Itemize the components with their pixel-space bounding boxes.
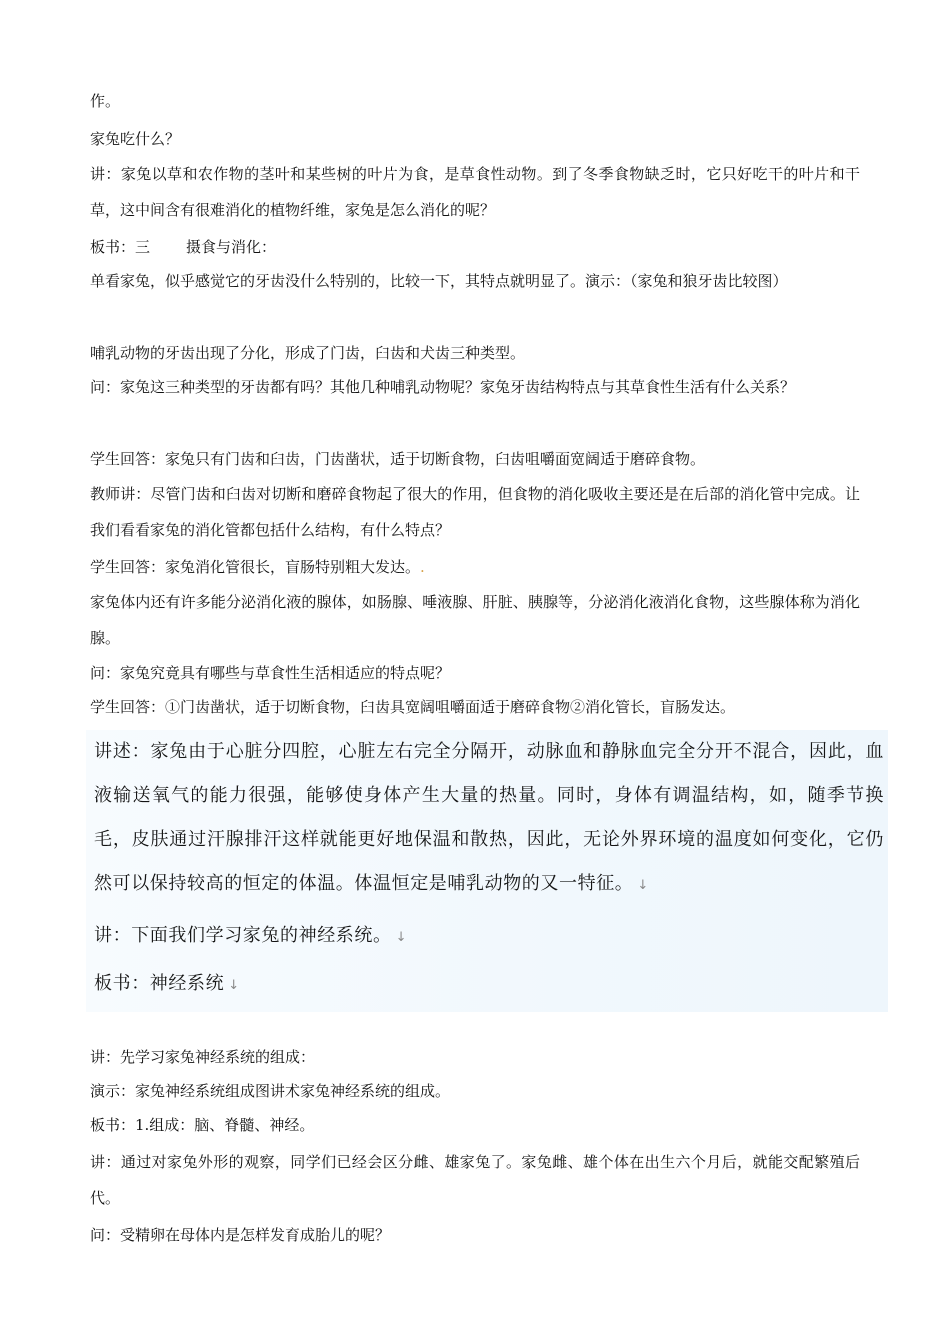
paragraph: 演示：家兔神经系统组成图讲术家兔神经系统的组成。 [90,1082,451,1100]
embedded-paragraph: 讲：下面我们学习家兔的神经系统。 ↓ [94,925,408,946]
board-heading: 板书：三 摄食与消化： [90,238,277,256]
paragraph: 问：家兔究竟具有哪些与草食性生活相适应的特点呢？ [90,664,451,682]
paragraph: 哺乳动物的牙齿出现了分化，形成了门齿，臼齿和犬齿三种类型。 [90,344,526,362]
paragraph: 讲：家兔以草和农作物的茎叶和某些树的叶片为食，是草食性动物。到了冬季食物缺乏时，它只好吃干的叶片和干草，这中间含有很难消化的植物纤维，家兔是怎么消化的呢？ [90,165,860,219]
paragraph: 家兔体内还有许多能分泌消化液的腺体，如肠腺、唾液腺、肝脏、胰腺等，分泌消化液消化食物，这些腺体称为消化腺。 [90,593,860,647]
paragraph: 学生回答：①门齿凿状，适于切断食物，臼齿具宽阔咀嚼面适于磨碎食物②消化管长，盲肠发达。 [90,698,736,716]
embedded-paragraph: 板书：神经系统 ↓ [94,973,240,994]
paragraph: 讲：先学习家兔神经系统的组成： [90,1048,316,1066]
paragraph-mark-icon: ↓ [395,930,408,945]
paragraph-mark-icon: ↓ [637,878,649,893]
paragraph: 问：受精卵在母体内是怎样发育成胎儿的呢？ [90,1226,391,1244]
mark-dot-icon: . [420,558,425,576]
paragraph: 板书：1.组成：脑、脊髓、神经。 [90,1116,315,1134]
paragraph: 讲：通过对家兔外形的观察，同学们已经会区分雌、雄家兔了。家兔雌、雄个体在出生六个月后，就能交配繁殖后代。 [90,1153,860,1207]
paragraph-mark-icon: ↓ [228,978,240,993]
paragraph: 学生回答：家兔只有门齿和臼齿，门齿凿状，适于切断食物，臼齿咀嚼面宽阔适于磨碎食物。 [90,450,706,468]
paragraph: 单看家兔，似乎感觉它的牙齿没什么特别的，比较一下，其特点就明显了。演示：（家兔和狼牙齿比较图） [90,272,788,290]
embedded-text-image [86,730,888,1012]
paragraph: 教师讲：尽管门齿和臼齿对切断和磨碎食物起了很大的作用，但食物的消化吸收主要还是在后部的消化管中完成。让我们看看家兔的消化管都包括什么结构，有什么特点？ [90,485,860,539]
paragraph: 学生回答：家兔消化管很长，盲肠特别粗大发达。. [90,558,425,576]
paragraph: 作。 [90,92,121,110]
embedded-paragraph: 讲述：家兔由于心脏分四腔，心脏左右完全分隔开，动脉血和静脉血完全分开不混合，因此，血液输送氧气的能力很强，能够使身体产生大量的热量。同时，身体有调温结构，如，随季节换毛，皮肤通过汗腺排汗这样就能更好地保温和散热，因此，无论外界环境的温度如何变化，它仍然可以保持较高的恒定的体温。体温恒定是哺乳动物的又一特征。 ↓ [94,741,884,894]
paragraph: 家兔吃什么？ [90,130,181,148]
paragraph: 问：家兔这三种类型的牙齿都有吗？其他几种哺乳动物呢？家兔牙齿结构特点与其草食性生活有什么关系？ [90,378,796,396]
